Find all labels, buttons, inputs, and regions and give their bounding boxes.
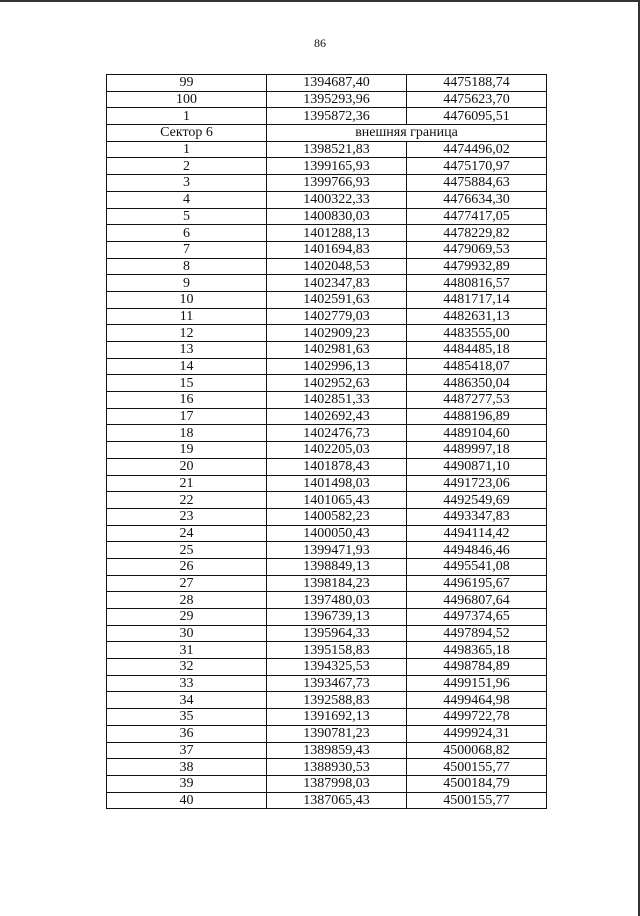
x-coordinate-cell: 1402347,83: [267, 275, 407, 292]
table-row: [107, 742, 547, 759]
x-coordinate-cell: 1395964,33: [267, 625, 407, 642]
table-row: [107, 792, 547, 809]
x-coordinate-cell: 1400050,43: [267, 525, 407, 542]
x-coordinate-cell: 1390781,23: [267, 725, 407, 742]
table-row: [107, 191, 547, 208]
point-number-cell: 34: [107, 692, 267, 709]
point-number-cell: 35: [107, 709, 267, 726]
x-coordinate-cell: 1401065,43: [267, 492, 407, 509]
boundary-label: внешняя граница: [267, 125, 547, 142]
y-coordinate-cell: 4500068,82: [407, 742, 547, 759]
y-coordinate-cell: 4487277,53: [407, 392, 547, 409]
y-coordinate-cell: 4482631,13: [407, 308, 547, 325]
x-coordinate-cell: 1399471,93: [267, 542, 407, 559]
x-coordinate-cell: 1402952,63: [267, 375, 407, 392]
y-coordinate-cell: 4490871,10: [407, 458, 547, 475]
sector-header-row: [107, 125, 547, 142]
point-number-cell: 13: [107, 342, 267, 359]
point-number-cell: 10: [107, 291, 267, 308]
point-number-cell: 38: [107, 759, 267, 776]
table-row: [107, 675, 547, 692]
y-coordinate-cell: 4496195,67: [407, 575, 547, 592]
point-number-cell: 31: [107, 642, 267, 659]
x-coordinate-cell: 1402909,23: [267, 325, 407, 342]
point-number-cell: 14: [107, 358, 267, 375]
point-number-cell: 11: [107, 308, 267, 325]
x-coordinate-cell: 1399766,93: [267, 175, 407, 192]
x-coordinate-cell: 1392588,83: [267, 692, 407, 709]
table-row: [107, 442, 547, 459]
table-row: [107, 425, 547, 442]
previous-sector-rows: [107, 75, 547, 125]
x-coordinate-cell: 1395158,83: [267, 642, 407, 659]
x-coordinate-cell: 1402591,63: [267, 291, 407, 308]
y-coordinate-cell: 4499151,96: [407, 675, 547, 692]
table-row: [107, 342, 547, 359]
x-coordinate-cell: 1402476,73: [267, 425, 407, 442]
y-coordinate-cell: 4485418,07: [407, 358, 547, 375]
y-coordinate-cell: 4476095,51: [407, 108, 547, 125]
point-number-cell: 18: [107, 425, 267, 442]
table-row: [107, 542, 547, 559]
point-number-cell: 19: [107, 442, 267, 459]
table-row: [107, 592, 547, 609]
y-coordinate-cell: 4488196,89: [407, 408, 547, 425]
y-coordinate-cell: 4497894,52: [407, 625, 547, 642]
point-number-cell: 22: [107, 492, 267, 509]
point-number-cell: 32: [107, 659, 267, 676]
point-number-cell: 21: [107, 475, 267, 492]
table-row: [107, 108, 547, 125]
y-coordinate-cell: 4492549,69: [407, 492, 547, 509]
y-coordinate-cell: 4483555,00: [407, 325, 547, 342]
coordinates-table: [106, 74, 547, 809]
x-coordinate-cell: 1393467,73: [267, 675, 407, 692]
y-coordinate-cell: 4480816,57: [407, 275, 547, 292]
table-row: [107, 91, 547, 108]
x-coordinate-cell: 1401694,83: [267, 241, 407, 258]
y-coordinate-cell: 4500155,77: [407, 759, 547, 776]
x-coordinate-cell: 1402981,63: [267, 342, 407, 359]
x-coordinate-cell: 1402048,53: [267, 258, 407, 275]
y-coordinate-cell: 4479932,89: [407, 258, 547, 275]
point-number-cell: 5: [107, 208, 267, 225]
y-coordinate-cell: 4500184,79: [407, 775, 547, 792]
table-row: [107, 558, 547, 575]
y-coordinate-cell: 4474496,02: [407, 141, 547, 158]
x-coordinate-cell: 1400830,03: [267, 208, 407, 225]
x-coordinate-cell: 1388930,53: [267, 759, 407, 776]
table-row: [107, 725, 547, 742]
table-row: [107, 208, 547, 225]
table-row: [107, 709, 547, 726]
x-coordinate-cell: 1396739,13: [267, 609, 407, 626]
table-row: [107, 158, 547, 175]
y-coordinate-cell: 4475623,70: [407, 91, 547, 108]
point-number-cell: 26: [107, 558, 267, 575]
table-row: [107, 458, 547, 475]
y-coordinate-cell: 4500155,77: [407, 792, 547, 809]
x-coordinate-cell: 1399165,93: [267, 158, 407, 175]
y-coordinate-cell: 4495541,08: [407, 558, 547, 575]
y-coordinate-cell: 4484485,18: [407, 342, 547, 359]
x-coordinate-cell: 1389859,43: [267, 742, 407, 759]
point-number-cell: 3: [107, 175, 267, 192]
y-coordinate-cell: 4477417,05: [407, 208, 547, 225]
point-number-cell: 8: [107, 258, 267, 275]
x-coordinate-cell: 1401498,03: [267, 475, 407, 492]
x-coordinate-cell: 1400322,33: [267, 191, 407, 208]
point-number-cell: 23: [107, 508, 267, 525]
point-number-cell: 7: [107, 241, 267, 258]
x-coordinate-cell: 1398521,83: [267, 141, 407, 158]
x-coordinate-cell: 1400582,23: [267, 508, 407, 525]
x-coordinate-cell: 1402692,43: [267, 408, 407, 425]
point-number-cell: 15: [107, 375, 267, 392]
point-number-cell: 16: [107, 392, 267, 409]
table-row: [107, 291, 547, 308]
y-coordinate-cell: 4481717,14: [407, 291, 547, 308]
point-number-cell: 2: [107, 158, 267, 175]
table-row: [107, 625, 547, 642]
x-coordinate-cell: 1402205,03: [267, 442, 407, 459]
y-coordinate-cell: 4494114,42: [407, 525, 547, 542]
y-coordinate-cell: 4496807,64: [407, 592, 547, 609]
table-row: [107, 775, 547, 792]
x-coordinate-cell: 1395293,96: [267, 91, 407, 108]
y-coordinate-cell: 4479069,53: [407, 241, 547, 258]
sector-rows: [107, 141, 547, 809]
point-number-cell: 37: [107, 742, 267, 759]
y-coordinate-cell: 4498365,18: [407, 642, 547, 659]
point-number-cell: 1: [107, 141, 267, 158]
table-row: [107, 392, 547, 409]
table-row: [107, 375, 547, 392]
y-coordinate-cell: 4475170,97: [407, 158, 547, 175]
y-coordinate-cell: 4475884,63: [407, 175, 547, 192]
x-coordinate-cell: 1395872,36: [267, 108, 407, 125]
y-coordinate-cell: 4499722,78: [407, 709, 547, 726]
table-row: [107, 525, 547, 542]
y-coordinate-cell: 4489997,18: [407, 442, 547, 459]
x-coordinate-cell: 1402996,13: [267, 358, 407, 375]
point-number-cell: 27: [107, 575, 267, 592]
sector-header: [107, 125, 547, 142]
table-row: [107, 475, 547, 492]
page-number: 86: [314, 36, 326, 50]
x-coordinate-cell: 1398849,13: [267, 558, 407, 575]
point-number-cell: 9: [107, 275, 267, 292]
point-number-cell: 28: [107, 592, 267, 609]
table-row: [107, 609, 547, 626]
point-number-cell: 6: [107, 225, 267, 242]
table-row: [107, 241, 547, 258]
table-row: [107, 575, 547, 592]
sector-label: Сектор 6: [107, 125, 267, 142]
point-number-cell: 40: [107, 792, 267, 809]
table-row: [107, 275, 547, 292]
x-coordinate-cell: 1398184,23: [267, 575, 407, 592]
y-coordinate-cell: 4499924,31: [407, 725, 547, 742]
x-coordinate-cell: 1402851,33: [267, 392, 407, 409]
x-coordinate-cell: 1397480,03: [267, 592, 407, 609]
point-number-cell: 100: [107, 91, 267, 108]
point-number-cell: 29: [107, 609, 267, 626]
y-coordinate-cell: 4486350,04: [407, 375, 547, 392]
y-coordinate-cell: 4498784,89: [407, 659, 547, 676]
page-edge-top: [0, 0, 640, 2]
point-number-cell: 30: [107, 625, 267, 642]
point-number-cell: 12: [107, 325, 267, 342]
y-coordinate-cell: 4475188,74: [407, 75, 547, 92]
point-number-cell: 33: [107, 675, 267, 692]
table-row: [107, 258, 547, 275]
table-row: [107, 408, 547, 425]
x-coordinate-cell: 1401288,13: [267, 225, 407, 242]
y-coordinate-cell: 4494846,46: [407, 542, 547, 559]
table-row: [107, 141, 547, 158]
x-coordinate-cell: 1394325,53: [267, 659, 407, 676]
table-row: [107, 75, 547, 92]
point-number-cell: 39: [107, 775, 267, 792]
table-row: [107, 225, 547, 242]
point-number-cell: 24: [107, 525, 267, 542]
table-row: [107, 492, 547, 509]
x-coordinate-cell: 1387998,03: [267, 775, 407, 792]
x-coordinate-cell: 1387065,43: [267, 792, 407, 809]
point-number-cell: 1: [107, 108, 267, 125]
x-coordinate-cell: 1402779,03: [267, 308, 407, 325]
y-coordinate-cell: 4489104,60: [407, 425, 547, 442]
point-number-cell: 4: [107, 191, 267, 208]
y-coordinate-cell: 4497374,65: [407, 609, 547, 626]
table-row: [107, 358, 547, 375]
point-number-cell: 99: [107, 75, 267, 92]
y-coordinate-cell: 4499464,98: [407, 692, 547, 709]
table-row: [107, 175, 547, 192]
y-coordinate-cell: 4478229,82: [407, 225, 547, 242]
table-row: [107, 508, 547, 525]
y-coordinate-cell: 4476634,30: [407, 191, 547, 208]
table-row: [107, 325, 547, 342]
table-row: [107, 659, 547, 676]
y-coordinate-cell: 4493347,83: [407, 508, 547, 525]
point-number-cell: 25: [107, 542, 267, 559]
x-coordinate-cell: 1391692,13: [267, 709, 407, 726]
point-number-cell: 17: [107, 408, 267, 425]
x-coordinate-cell: 1394687,40: [267, 75, 407, 92]
y-coordinate-cell: 4491723,06: [407, 475, 547, 492]
table-row: [107, 692, 547, 709]
x-coordinate-cell: 1401878,43: [267, 458, 407, 475]
table-row: [107, 642, 547, 659]
table-row: [107, 759, 547, 776]
point-number-cell: 20: [107, 458, 267, 475]
point-number-cell: 36: [107, 725, 267, 742]
table-row: [107, 308, 547, 325]
